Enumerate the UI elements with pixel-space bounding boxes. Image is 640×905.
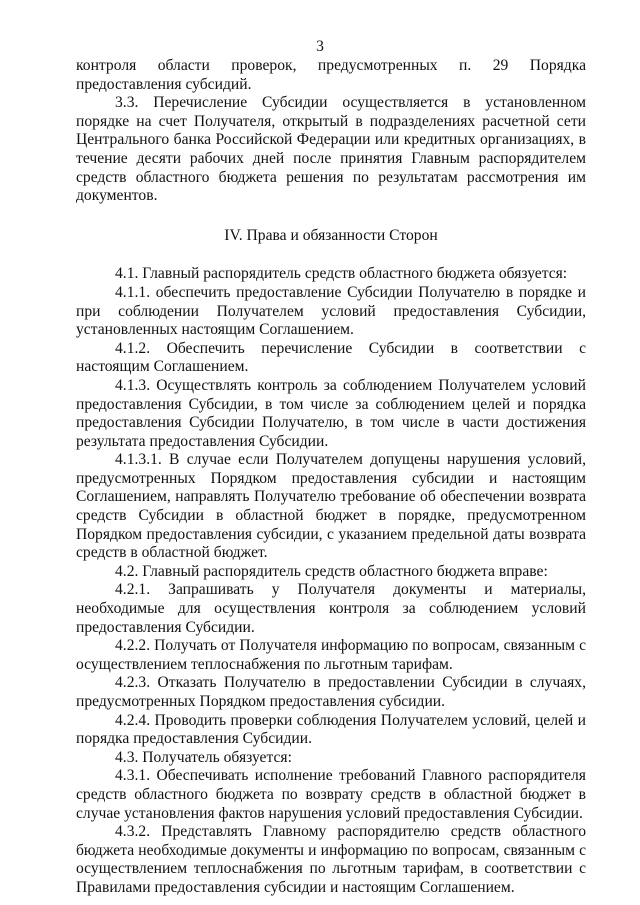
section-heading: IV. Права и обязанности Сторон [224, 226, 438, 244]
paragraph: 4.2.2. Получать от Получателя информацию по вопросам, связанным с осуществлением теплоснабжения по льготным тарифам. [76, 637, 586, 673]
paragraph: 4.2.4. Проводить проверки соблюдения Получателем условий, целей и порядка предоставления Субсидии. [76, 711, 586, 748]
paragraph: 4.3.1. Обеспечивать исполнение требований Главного распорядителя средств областного бюджета по возврату средств в областной бюджет в случае установления фактов нарушения условий предоставления Субсидии. [76, 767, 586, 822]
paragraph: 4.1.3.1. В случае если Получателем допущены нарушения условий, предусмотренных Порядком предоставления субсидии и настоящим Соглашением, направлять Получателю требование об обеспечении возврата средств Субсидии в областной бюджет в порядке, предусмотренном Порядком предоставления субсидии, с указанием предельной даты возврата средств в областной бюджет. [76, 451, 586, 562]
paragraph: 4.1.3. Осуществлять контроль за соблюдением Получателем условий предоставления Субсидии, в том числе за соблюдением целей и порядка предоставления Субсидии Получателю, в том числе в части достижения результата предоставления Субсидии. [76, 376, 586, 450]
paragraph: 4.3.2. Представлять Главному распорядителю средств областного бюджета необходимые документы и информацию по вопросам, связанным с осуществлением теплоснабжения по льготным тарифам, в соответствии с Правилами предоставления субсидии и настоящим Соглашением. [76, 823, 586, 896]
paragraph: 4.1. Главный распорядитель средств областного бюджета обязуется: [115, 265, 568, 283]
paragraph: 3.3. Перечисление Субсидии осуществляется в установленном порядке на счет Получателя, открытый в подразделениях расчетной сети Центрального банка Российской Федерации или кредитных организациях, в течение десяти рабочих дней после принятия Главным распорядителем средств областного бюджета решения по результатам рассмотрения им документов. [76, 94, 586, 205]
paragraph: 4.2.3. Отказать Получателю в предоставлении Субсидии в случаях, предусмотренных Порядком предоставления субсидии. [76, 674, 586, 710]
page-number: 3 [316, 38, 324, 55]
paragraph: контроля области проверок, предусмотренных п. 29 Порядка предоставления субсидий. [76, 57, 586, 93]
paragraph: 4.1.1. обеспечить предоставление Субсидии Получателю в порядке и при соблюдении Получателем условий предоставления Субсидии, установленных настоящим Соглашением. [76, 283, 586, 339]
document-body [76, 57, 586, 898]
paragraph: 4.2. Главный распорядитель средств областного бюджета вправе: [115, 562, 548, 580]
paragraph: 4.2.1. Запрашивать у Получателя документы и материалы, необходимые для осуществления контроля за соблюдением условий предоставления Субсидии. [76, 581, 586, 636]
paragraph: 4.3. Получатель обязуется: [115, 748, 292, 766]
paragraph: 4.1.2. Обеспечить перечисление Субсидии в соответствии с настоящим Соглашением. [76, 339, 586, 376]
